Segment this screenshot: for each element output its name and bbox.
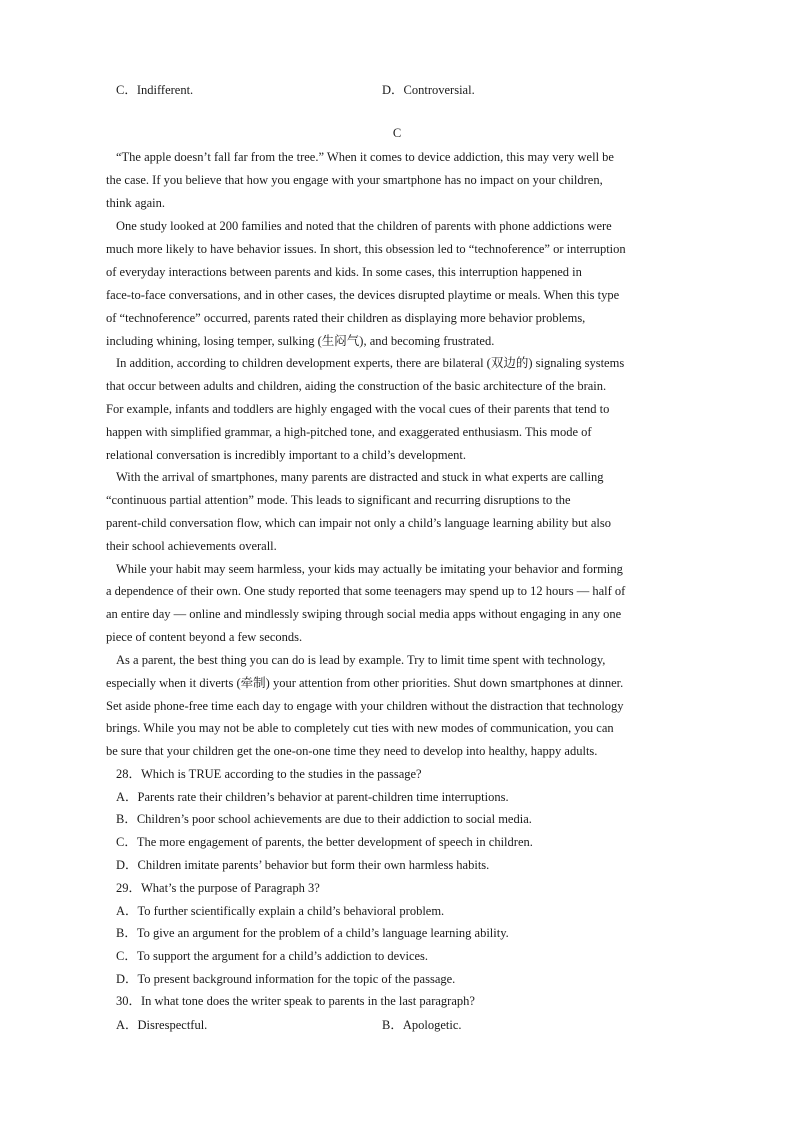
question-option: A．To further scientifically explain a child’s behavioral problem. [116, 904, 445, 918]
passage-line: With the arrival of smartphones, many parents are distracted and stuck in what experts are calling [116, 470, 604, 484]
passage-line: happen with simplified grammar, a high-pitched tone, and exaggerated enthusiasm. This mode of [106, 425, 592, 439]
passage-line: an entire day — online and mindlessly swiping through social media apps without engaging in any one [106, 607, 622, 621]
passage-line: that occur between adults and children, aiding the construction of the basic architecture of the brain. [106, 379, 607, 393]
question-option: B．To give an argument for the problem of a child’s language learning ability. [116, 926, 509, 940]
passage-line: “continuous partial attention” mode. This leads to significant and recurring disruptions to the [106, 493, 571, 507]
passage-line: of “technoference” occurred, parents rated their children as displaying more behavior problems, [106, 311, 586, 325]
passage-line: As a parent, the best thing you can do is lead by example. Try to limit time spent with technology, [116, 653, 606, 667]
passage-line: For example, infants and toddlers are highly engaged with the vocal cues of their parents that tend to [106, 402, 610, 416]
passage-line: of everyday interactions between parents and kids. In some cases, this interruption happened in [106, 265, 582, 279]
passage-line: piece of content beyond a few seconds. [106, 630, 303, 644]
question-option: A．Parents rate their children’s behavior at parent-children time interruptions. [116, 790, 509, 804]
question-option: A．Disrespectful. [116, 1018, 208, 1032]
passage-line: the case. If you believe that how you engage with your smartphone has no impact on your children, [106, 173, 603, 187]
question-stem: 30．In what tone does the writer speak to parents in the last paragraph? [116, 994, 475, 1008]
passage-line: be sure that your children get the one-on-one time they need to develop into healthy, happy adults. [106, 744, 598, 758]
question-option: B．Apologetic. [382, 1018, 462, 1032]
passage-line: think again. [106, 196, 166, 210]
section-label: C [392, 126, 402, 140]
question-stem: 28．Which is TRUE according to the studies in the passage? [116, 767, 422, 781]
passage-line: brings. While you may not be able to completely cut ties with new modes of communication, you can [106, 721, 614, 735]
passage-line: In addition, according to children development experts, there are bilateral (双边的) signaling systems [116, 356, 625, 370]
passage-line: “The apple doesn’t fall far from the tree.” When it comes to device addiction, this may very well be [116, 150, 614, 164]
passage-line: face-to-face conversations, and in other cases, the devices disrupted playtime or meals. When this type [106, 288, 620, 302]
passage-line: their school achievements overall. [106, 539, 277, 553]
passage-line: parent-child conversation flow, which can impair not only a child’s language learning ability but also [106, 516, 611, 530]
question-option: D．Children imitate parents’ behavior but form their own harmless habits. [116, 858, 490, 872]
question-stem: 29．What’s the purpose of Paragraph 3? [116, 881, 320, 895]
question-option: C．The more engagement of parents, the better development of speech in children. [116, 835, 533, 849]
passage-line: a dependence of their own. One study reported that some teenagers may spend up to 12 hours — half of [106, 584, 626, 598]
question-option: B．Children’s poor school achievements are due to their addiction to social media. [116, 812, 532, 826]
passage-line: Set aside phone-free time each day to engage with your children without the distraction that technology [106, 699, 624, 713]
passage-line: One study looked at 200 families and noted that the children of parents with phone addictions were [116, 219, 612, 233]
question-option: C．To support the argument for a child’s addiction to devices. [116, 949, 429, 963]
passage-line: including whining, losing temper, sulking (生闷气), and becoming frustrated. [106, 334, 495, 348]
passage-line: relational conversation is incredibly important to a child’s development. [106, 448, 466, 462]
question-option: D．To present background information for the topic of the passage. [116, 972, 456, 986]
passage-line: While your habit may seem harmless, your kids may actually be imitating your behavior and forming [116, 562, 623, 576]
option-d-prev: D．Controversial. [382, 83, 475, 97]
option-c-prev: C．Indifferent. [116, 83, 194, 97]
passage-line: much more likely to have behavior issues. In short, this obsession led to “technoference” or interruption [106, 242, 626, 256]
passage-line: especially when it diverts (牵制) your attention from other priorities. Shut down smartphones at dinner. [106, 676, 624, 690]
